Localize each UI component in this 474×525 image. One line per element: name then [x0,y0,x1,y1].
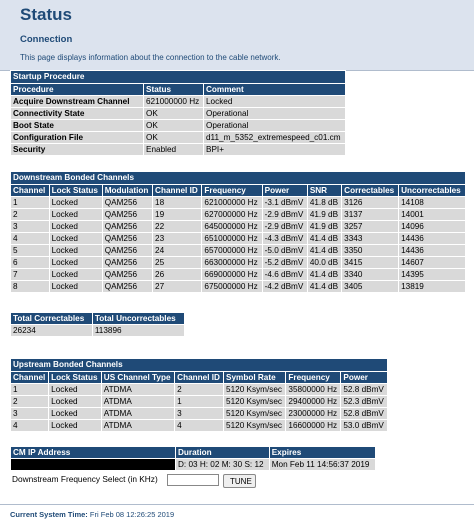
col-header: Frequency [202,185,262,197]
cm-ip-redacted [11,459,176,471]
cell: 5120 Ksym/sec [224,408,286,420]
table-row [11,384,388,396]
col-header: Channel [11,372,49,384]
cell: 14436 [399,233,466,245]
cell: 22 [153,221,202,233]
cell: 35800000 Hz [286,384,341,396]
cell: 651000000 Hz [202,233,262,245]
startup-caption: Startup Procedure [11,71,346,84]
cell: 53.0 dBmV [341,420,388,432]
table-row [11,144,346,156]
table-row [11,245,466,257]
cell: 8 [11,281,50,293]
table-row [11,420,388,432]
cell: 14096 [399,221,466,233]
cell: ATDMA [101,396,174,408]
duration-value: D: 03 H: 02 M: 30 S: 12 [176,459,270,471]
cell: Locked [49,269,102,281]
col-header: Lock Status [49,372,102,384]
cell: -4.6 dBmV [262,269,307,281]
page-header [0,0,474,70]
col-header: Procedure [11,84,144,96]
cell: Locked [49,281,102,293]
table-row [11,197,466,209]
cell: 4 [11,233,50,245]
cell: 6 [11,257,50,269]
cell: 4 [175,420,224,432]
cell: 3350 [342,245,399,257]
cell: 14001 [399,209,466,221]
cell: 52.8 dBmV [341,384,388,396]
cell: 3 [11,408,49,420]
cell: 41.4 dB [307,245,341,257]
cell: 41.4 dB [307,281,341,293]
cell: 41.9 dB [307,221,341,233]
cell: ATDMA [101,408,174,420]
cell: 627000000 Hz [202,209,262,221]
startup-procedure-table [10,70,346,156]
cell: 2 [11,209,50,221]
cell: 23 [153,233,202,245]
cell: BPI+ [204,144,346,156]
cell: 27 [153,281,202,293]
cell: OK [144,108,204,120]
cell: 23000000 Hz [286,408,341,420]
system-time-label: Current System Time: [10,510,88,519]
cell: 14436 [399,245,466,257]
col-header: Comment [204,84,346,96]
cell: Operational [204,120,346,132]
cell: QAM256 [102,233,152,245]
page-subtitle: Connection [20,34,73,45]
col-header: SNR [307,185,341,197]
cell: 13819 [399,281,466,293]
cell: 3415 [342,257,399,269]
system-time-value: Fri Feb 08 12:26:25 2019 [89,510,175,519]
table-row [11,269,466,281]
cell: 14395 [399,269,466,281]
cell: 669000000 Hz [202,269,262,281]
cell: 52.3 dBmV [341,396,388,408]
cell: QAM256 [102,209,152,221]
cell: 19 [153,209,202,221]
table-row [11,281,466,293]
cell: 2 [11,396,49,408]
cell: 1 [11,384,49,396]
cell: 3257 [342,221,399,233]
cell: 3 [175,408,224,420]
cell: ATDMA [101,384,174,396]
cell: Locked [49,221,102,233]
col-header: Total Correctables [11,313,93,325]
cell: QAM256 [102,269,152,281]
expires-value: Mon Feb 11 14:56:37 2019 [269,459,375,471]
cell: 3405 [342,281,399,293]
table-row [11,459,376,471]
cell: 29400000 Hz [286,396,341,408]
downstream-caption: Downstream Bonded Channels [11,172,466,185]
cell: 657000000 Hz [202,245,262,257]
col-header: Symbol Rate [224,372,286,384]
col-header: Expires [269,447,375,459]
cm-ip-table [10,446,376,471]
upstream-channels-table [10,358,388,432]
cell: -3.1 dBmV [262,197,307,209]
table-row [11,132,346,144]
cell: QAM256 [102,197,152,209]
col-header: Lock Status [49,185,102,197]
col-header: Channel ID [153,185,202,197]
table-row [11,221,466,233]
col-header: Duration [176,447,270,459]
cell: -5.2 dBmV [262,257,307,269]
table-row [11,209,466,221]
cell: QAM256 [102,221,152,233]
cell: 5120 Ksym/sec [224,384,286,396]
cell: 645000000 Hz [202,221,262,233]
total-uncorrectables-value: 113896 [92,325,184,337]
col-header: Frequency [286,372,341,384]
cell: 5120 Ksym/sec [224,420,286,432]
cell: 52.8 dBmV [341,408,388,420]
cell: 3 [11,221,50,233]
cell: Operational [204,108,346,120]
frequency-select-label: Downstream Frequency Select (in KHz) [12,474,158,484]
col-header: Status [144,84,204,96]
totals-table [10,312,185,337]
cell: 25 [153,257,202,269]
table-row [11,396,388,408]
cell: Locked [204,96,346,108]
cell: 26 [153,269,202,281]
cell: 3137 [342,209,399,221]
cell: Boot State [11,120,144,132]
cell: 16600000 Hz [286,420,341,432]
cell: -4.2 dBmV [262,281,307,293]
cell: Security [11,144,144,156]
cell: 41.4 dB [307,269,341,281]
cell: d11_m_5352_extremespeed_c01.cm [204,132,346,144]
cell: 41.9 dB [307,209,341,221]
table-row [11,96,346,108]
upstream-caption: Upstream Bonded Channels [11,359,388,372]
frequency-input[interactable] [167,474,219,486]
cell: Locked [49,420,102,432]
cell: 41.8 dB [307,197,341,209]
cell: Connectivity State [11,108,144,120]
cell: 7 [11,269,50,281]
cell: Acquire Downstream Channel [11,96,144,108]
cell: -5.0 dBmV [262,245,307,257]
table-row [11,257,466,269]
cell: -2.9 dBmV [262,209,307,221]
cell: OK [144,132,204,144]
cell: Locked [49,209,102,221]
cell: 5 [11,245,50,257]
cell: 2 [175,384,224,396]
col-header: Uncorrectables [399,185,466,197]
table-row [11,108,346,120]
cell: ATDMA [101,420,174,432]
cell: QAM256 [102,257,152,269]
system-time [10,510,174,519]
cell: Locked [49,408,102,420]
cell: OK [144,120,204,132]
cell: Configuration File [11,132,144,144]
page-description: This page displays information about the connection to the cable network. [20,53,281,62]
total-correctables-value: 26234 [11,325,93,337]
cell: 3126 [342,197,399,209]
table-row [11,120,346,132]
col-header: Correctables [342,185,399,197]
downstream-channels-table [10,171,466,293]
col-header: Modulation [102,185,152,197]
cell: QAM256 [102,245,152,257]
cell: 3340 [342,269,399,281]
cell: -2.9 dBmV [262,221,307,233]
cell: 41.4 dB [307,233,341,245]
col-header: Power [262,185,307,197]
cell: 5120 Ksym/sec [224,396,286,408]
cell: 621000000 Hz [202,197,262,209]
cell: 40.0 dB [307,257,341,269]
table-row [11,325,185,337]
col-header: Power [341,372,388,384]
cell: Locked [49,384,102,396]
col-header: CM IP Address [11,447,176,459]
cell: Locked [49,257,102,269]
cell: Locked [49,233,102,245]
cell: 621000000 Hz [144,96,204,108]
col-header: Channel ID [175,372,224,384]
cell: 3343 [342,233,399,245]
cell: 18 [153,197,202,209]
cell: 1 [11,197,50,209]
table-row [11,408,388,420]
cell: Locked [49,396,102,408]
cell: 4 [11,420,49,432]
cell: 14607 [399,257,466,269]
cell: 675000000 Hz [202,281,262,293]
cell: -4.3 dBmV [262,233,307,245]
cell: Locked [49,197,102,209]
cell: Locked [49,245,102,257]
cell: QAM256 [102,281,152,293]
table-row [11,233,466,245]
cell: 14108 [399,197,466,209]
cell: 24 [153,245,202,257]
col-header: Total Uncorrectables [92,313,184,325]
col-header: US Channel Type [101,372,174,384]
tune-button[interactable]: TUNE [223,474,256,488]
page-title: Status [20,5,72,24]
cell: 1 [175,396,224,408]
cell: Enabled [144,144,204,156]
cell: 663000000 Hz [202,257,262,269]
footer-divider [0,504,474,505]
col-header: Channel [11,185,50,197]
